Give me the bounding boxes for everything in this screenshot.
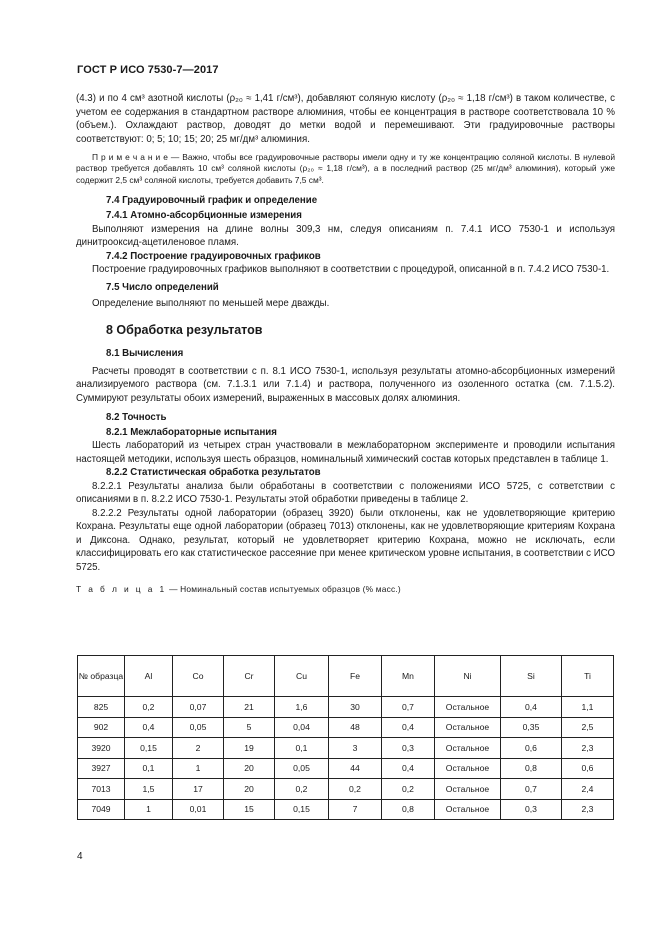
table-cell: 0,7 bbox=[501, 779, 562, 800]
table-cell: 5 bbox=[224, 717, 275, 738]
table-cell: Остальное bbox=[435, 799, 501, 820]
table-cell: Остальное bbox=[435, 717, 501, 738]
table-cell: 20 bbox=[224, 779, 275, 800]
table-cell: 0,15 bbox=[125, 738, 173, 759]
table-cell: 0,2 bbox=[329, 779, 382, 800]
table-cell: 7 bbox=[329, 799, 382, 820]
table-cell: 0,01 bbox=[173, 799, 224, 820]
section-8-2-2-2-text: 8.2.2.2 Результаты одной лаборатории (образец 3920) были отклонены, как не удовлетворяющие критерию Кохрана. Результаты еще одной лаборатории (образец 7013) отклонены, как не удовлетворяющие критериям Кохрана и Диксона. Однако, результат, который не удовлетворяет критерию Кохрана, можно не исключать, если классифицировать его как статистическое рассеяние при менее критическом уровне испытания, в соответствии с ИСО 5725. bbox=[76, 507, 615, 573]
table-cell: 0,2 bbox=[125, 697, 173, 718]
table-cell: 2,3 bbox=[562, 738, 614, 759]
table-cell: 7049 bbox=[78, 799, 125, 820]
section-7-4-title: 7.4 Градуировочный график и определение bbox=[106, 194, 318, 206]
section-7-5-title: 7.5 Число определений bbox=[106, 281, 219, 293]
table-row bbox=[78, 697, 614, 718]
table-cell: 0,6 bbox=[501, 738, 562, 759]
header-cell: Cu bbox=[275, 656, 329, 697]
table-row bbox=[78, 738, 614, 759]
table-cell: 0,8 bbox=[501, 758, 562, 779]
header-cell: Mn bbox=[382, 656, 435, 697]
intro-note: П р и м е ч а н и е — Важно, чтобы все градуировочные растворы имели одну и ту же концентрацию соляной кислоты. В нулевой раствор требуется добавлять 10 см³ соляной кислоты (ρ₂₀ ≈ 1,18 г/см³), а в последний раствор (25 мг/дм³ алюминия), который уже содержит 2,5 см³ соляной кислоты, требуется добавить 7,5 см³. bbox=[76, 152, 615, 185]
header-cell: Cr bbox=[224, 656, 275, 697]
table-cell: 0,8 bbox=[382, 799, 435, 820]
table-cell: Остальное bbox=[435, 758, 501, 779]
table-row bbox=[78, 779, 614, 800]
section-7-4-1-title: 7.4.1 Атомно-абсорбционные измерения bbox=[106, 210, 302, 222]
header-cell: Ti bbox=[562, 656, 614, 697]
table-cell: 2,3 bbox=[562, 799, 614, 820]
header-cell: Fe bbox=[329, 656, 382, 697]
table-cell: 0,6 bbox=[562, 758, 614, 779]
header-cell: Al bbox=[125, 656, 173, 697]
table-cell: 48 bbox=[329, 717, 382, 738]
table-cell: 0,3 bbox=[501, 799, 562, 820]
table-cell: 0,05 bbox=[275, 758, 329, 779]
section-8-2-1-text: Шесть лабораторий из четырех стран участвовали в межлабораторном эксперименте и проводили испытания настоящей методики, используя шесть образцов, номинальный химический состав которых представлен в таблице 1. bbox=[76, 440, 615, 465]
table-cell: 3927 bbox=[78, 758, 125, 779]
composition-table bbox=[77, 655, 614, 820]
table-1-caption-text: — Номинальный состав испытуемых образцов (% масс.) bbox=[166, 584, 401, 595]
table-cell: 0,4 bbox=[382, 758, 435, 779]
table-cell: 1,5 bbox=[125, 779, 173, 800]
section-8-1-title: 8.1 Вычисления bbox=[106, 348, 184, 360]
table-row bbox=[78, 799, 614, 820]
table-cell: 2,5 bbox=[562, 717, 614, 738]
page-number: 4 bbox=[77, 851, 83, 862]
table-cell: 1,6 bbox=[275, 697, 329, 718]
table-cell: 0,35 bbox=[501, 717, 562, 738]
table-cell: 21 bbox=[224, 697, 275, 718]
table-cell: 0,4 bbox=[382, 717, 435, 738]
table-cell: 30 bbox=[329, 697, 382, 718]
section-8-1-text: Расчеты проводят в соответствии с п. 8.1 ИСО 7530-1, используя результаты атомно-абсорбционных измерений анализируемого раствора (см. 7.1.3.1 или 7.1.4) и раствора, полученного из озоленного остатка (см. 7.1.5.2). Суммируют результаты обоих измерений, выраженных в массовых долях алюминия. bbox=[76, 365, 615, 404]
table-row bbox=[78, 758, 614, 779]
table-cell: 902 bbox=[78, 717, 125, 738]
table-row bbox=[78, 717, 614, 738]
table-cell: 1,1 bbox=[562, 697, 614, 718]
table-cell: 19 bbox=[224, 738, 275, 759]
section-8-2-2-title: 8.2.2 Статистическая обработка результатов bbox=[106, 467, 321, 479]
table-cell: Остальное bbox=[435, 779, 501, 800]
section-7-5-text: Определение выполняют по меньшей мере дважды. bbox=[92, 298, 330, 310]
table-cell: 3 bbox=[329, 738, 382, 759]
table-cell: 2 bbox=[173, 738, 224, 759]
table-cell: Остальное bbox=[435, 697, 501, 718]
section-7-4-1-text: Выполняют измерения на длине волны 309,3 нм, следуя описаниям п. 7.4.1 ИСО 7530-1 и используя динитрооксид-ацетиленовое пламя. bbox=[76, 223, 615, 249]
section-8-title: 8 Обработка результатов bbox=[106, 322, 263, 337]
header-cell: № образца bbox=[78, 656, 125, 697]
table-cell: 0,4 bbox=[501, 697, 562, 718]
table-cell: 7013 bbox=[78, 779, 125, 800]
header-cell: Co bbox=[173, 656, 224, 697]
table-1-caption-label: Т а б л и ц а 1 bbox=[76, 584, 167, 595]
section-8-2-2-1-text: 8.2.2.1 Результаты анализа были обработаны в соответствии с положениями ИСО 5725, с сответствии с описаниями в п. 8.2.2 ИСО 7530-1. Результаты этой обработки приведены в таблице 2. bbox=[76, 480, 615, 506]
table-cell: 0,05 bbox=[173, 717, 224, 738]
section-8-2-1-title: 8.2.1 Межлабораторные испытания bbox=[106, 426, 277, 438]
table-1-caption bbox=[76, 583, 615, 597]
table-header-row bbox=[78, 656, 614, 697]
table-cell: 0,2 bbox=[275, 779, 329, 800]
table-cell: Остальное bbox=[435, 738, 501, 759]
document-header: ГОСТ Р ИСО 7530-7—2017 bbox=[77, 64, 219, 76]
table-cell: 0,1 bbox=[275, 738, 329, 759]
intro-paragraph: (4.3) и по 4 см³ азотной кислоты (ρ₂₀ ≈ 1,41 г/см³), добавляют соляную кислоту (ρ₂₀ ≈ 1,18 г/см³) в таком количестве, с учетом ее содержания в стандартном растворе алюминия, чтобы ее концентрация в растворе соответствовала 10 % (объем.). Охлаждают раствор, доводят до метки водой и перемешивают. Эти градуировочные растворы соответствуют: 0; 5; 10; 15; 20; 25 мг/дм³ алюминия. bbox=[76, 93, 615, 145]
section-7-4-2-title: 7.4.2 Построение градуировочных графиков bbox=[106, 250, 321, 262]
table-cell: 0,3 bbox=[382, 738, 435, 759]
table-cell: 44 bbox=[329, 758, 382, 779]
section-7-4-2-text: Построение градуировочных графиков выполняют в соответствии с процедурой, описанной в п. 7.4.2 ИСО 7530-1. bbox=[92, 264, 610, 276]
header-cell: Ni bbox=[435, 656, 501, 697]
table-cell: 2,4 bbox=[562, 779, 614, 800]
document-body bbox=[76, 92, 615, 597]
table-cell: 825 bbox=[78, 697, 125, 718]
table-cell: 0,2 bbox=[382, 779, 435, 800]
table-cell: 0,07 bbox=[173, 697, 224, 718]
table-cell: 0,15 bbox=[275, 799, 329, 820]
table-cell: 15 bbox=[224, 799, 275, 820]
table-cell: 0,1 bbox=[125, 758, 173, 779]
table-cell: 20 bbox=[224, 758, 275, 779]
table-cell: 3920 bbox=[78, 738, 125, 759]
table-cell: 1 bbox=[173, 758, 224, 779]
header-cell: Si bbox=[501, 656, 562, 697]
table-cell: 0,7 bbox=[382, 697, 435, 718]
table-cell: 0,04 bbox=[275, 717, 329, 738]
table-cell: 0,4 bbox=[125, 717, 173, 738]
section-8-2-title: 8.2 Точность bbox=[106, 412, 167, 424]
table-cell: 17 bbox=[173, 779, 224, 800]
table-cell: 1 bbox=[125, 799, 173, 820]
